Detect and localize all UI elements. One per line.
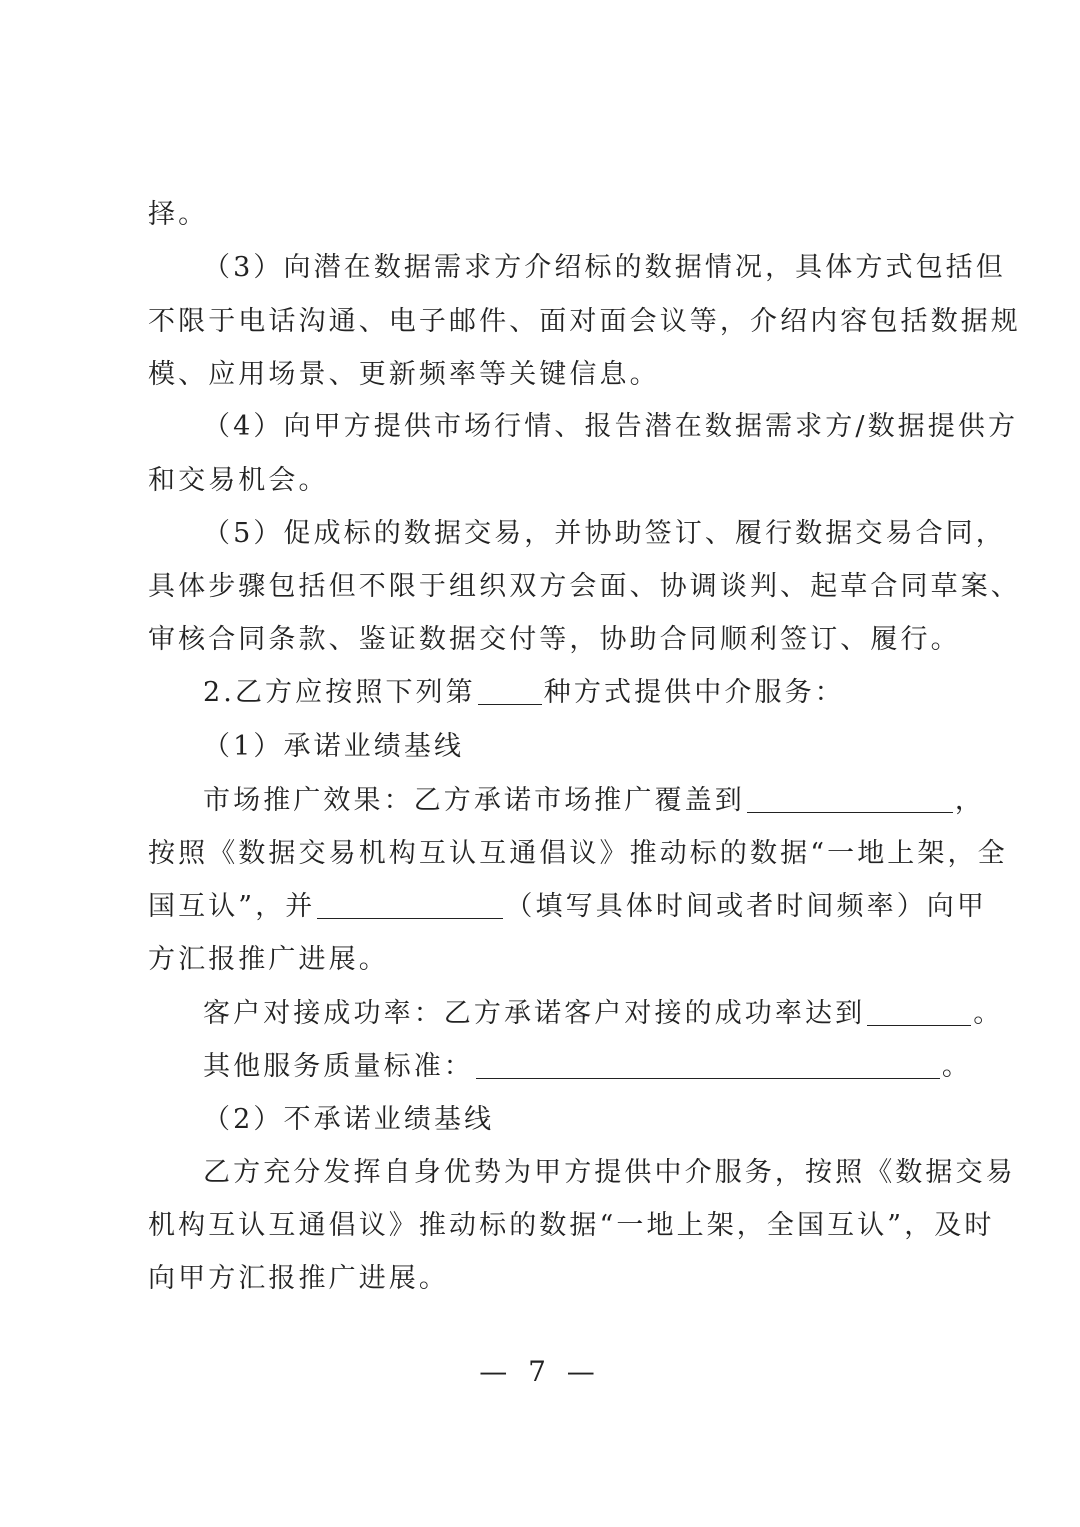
paragraph-line: 机构互认互通倡议》推动标的数据“一地上架，全国互认”，及时 [148, 1210, 995, 1241]
fill-in-blank[interactable] [476, 1048, 940, 1079]
report-frequency-line [148, 887, 987, 927]
text-segment: （填写具体时间或者时间频率）向甲 [505, 891, 988, 922]
market-promotion-line [203, 781, 985, 821]
list-item-4-line: （4）向甲方提供市场行情、报告潜在数据需求方/数据提供方 [203, 411, 1019, 442]
text-segment: 。 [973, 998, 1004, 1029]
text-segment: 市场推广效果：乙方承诺市场推广覆盖到 [203, 785, 745, 816]
fill-in-blank[interactable] [867, 995, 971, 1026]
paragraph-line: 具体步骤包括但不限于组织双方会面、协调谈判、起草合同草案、 [148, 571, 1021, 602]
customer-success-rate-line [203, 994, 1003, 1034]
text-segment: 客户对接成功率：乙方承诺客户对接的成功率达到 [203, 998, 866, 1029]
paragraph-line: 模、应用场景、更新频率等关键信息。 [148, 359, 660, 390]
text-segment: 。 [941, 1051, 973, 1082]
paragraph-line: 乙方充分发挥自身优势为甲方提供中介服务，按照《数据交易 [203, 1157, 1016, 1188]
paragraph-line: 审核合同条款、鉴证数据交付等，协助合同顺利签订、履行。 [148, 624, 961, 655]
subheading-performance-baseline: （1）承诺业绩基线 [203, 731, 465, 762]
other-quality-standard-line [203, 1047, 972, 1087]
subheading-no-performance-baseline: （2）不承诺业绩基线 [203, 1104, 495, 1135]
paragraph-line: 按照《数据交易机构互认互通倡议》推动标的数据“一地上架，全 [148, 838, 1008, 869]
service-method-line [203, 673, 845, 713]
list-item-5-line: （5）促成标的数据交易，并协助签订、履行数据交易合同， [203, 518, 1006, 549]
text-segment: 国互认”，并 [148, 891, 316, 922]
paragraph-line: 方汇报推广进展。 [148, 944, 389, 975]
paragraph-line: 择。 [148, 199, 209, 230]
fill-in-blank[interactable] [317, 888, 503, 919]
text-segment: 2.乙方应按照下列第 [203, 677, 476, 708]
paragraph-line: 和交易机会。 [148, 465, 329, 496]
fill-in-blank[interactable] [747, 782, 953, 813]
paragraph-line: 不限于电话沟通、电子邮件、面对面会议等，介绍内容包括数据规 [148, 306, 1021, 337]
text-segment: 其他服务质量标准： [203, 1051, 474, 1082]
list-item-3-line: （3）向潜在数据需求方介绍标的数据情况，具体方式包括但 [203, 252, 1006, 283]
text-segment: ， [954, 785, 985, 816]
page-number: — 7 — [479, 1355, 601, 1388]
text-segment: 种方式提供中介服务： [543, 677, 845, 708]
paragraph-line: 向甲方汇报推广进展。 [148, 1263, 449, 1294]
fill-in-blank[interactable] [478, 674, 542, 705]
